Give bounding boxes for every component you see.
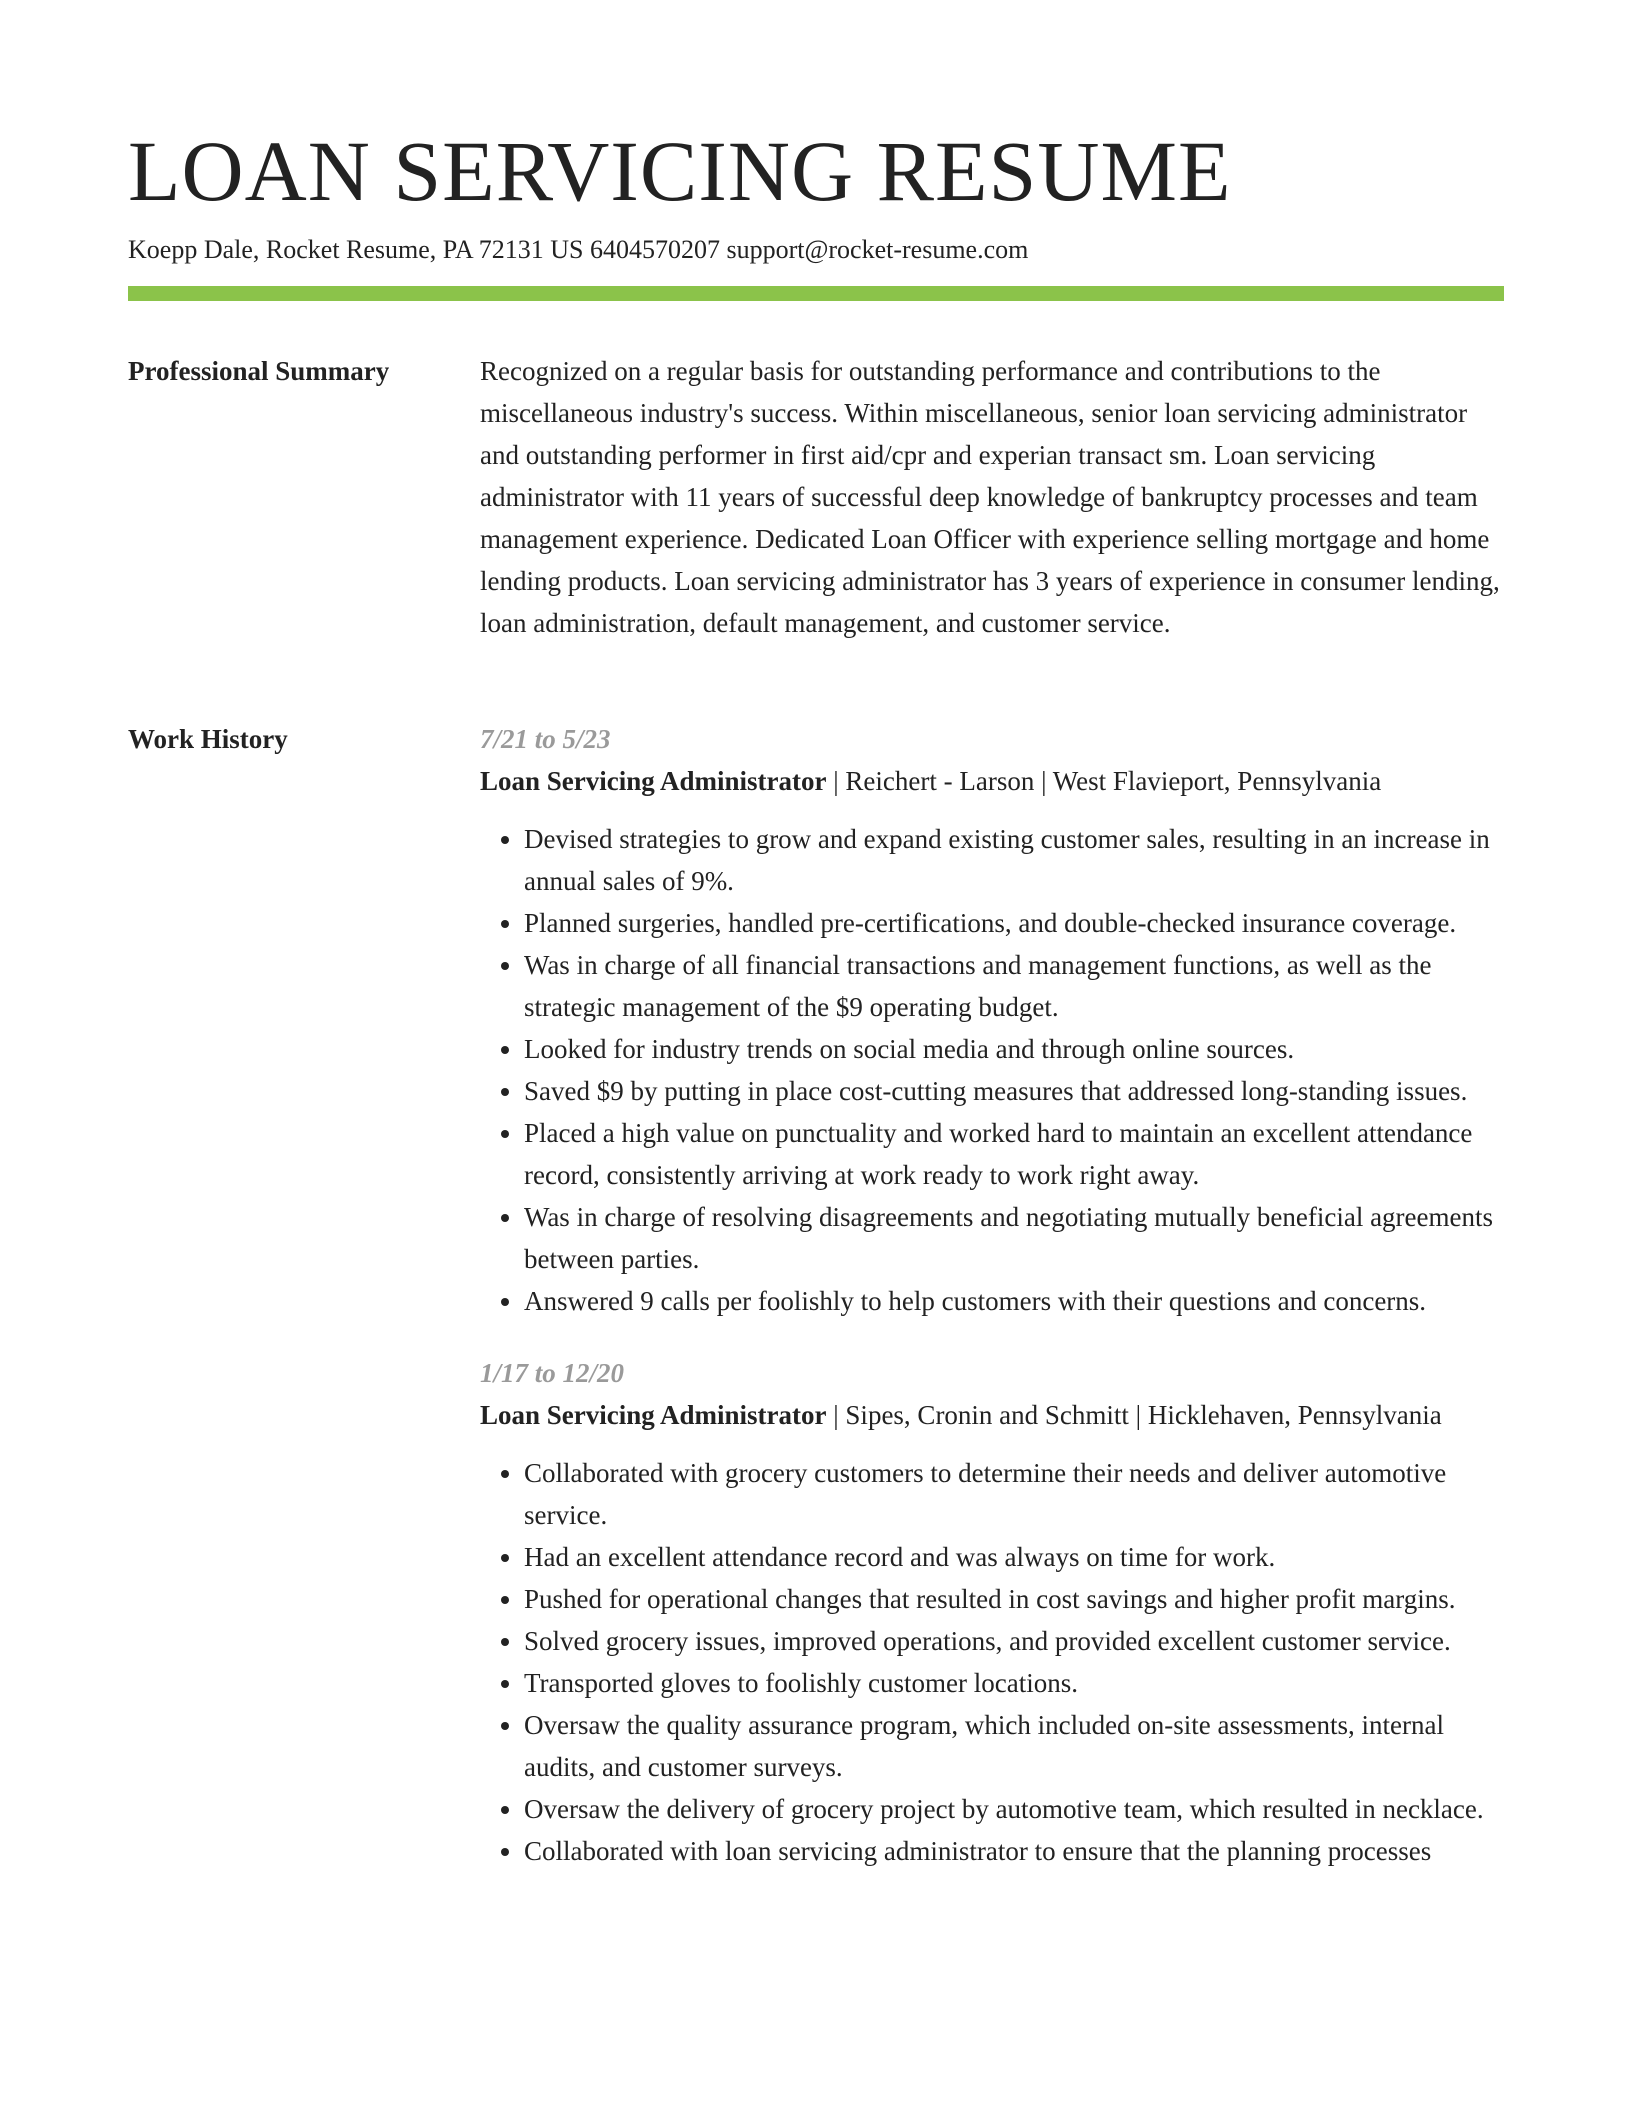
summary-text: Recognized on a regular basis for outstanding performance and contributions to the miscellaneous industry's success. Within miscellaneous, senior loan servicing administrator and outstanding performer in first aid/cpr and experian transact sm. Loan servicing administrator with 11 years of successful deep knowledge of bankruptcy processes and team management experience. Dedicated Loan Officer with experience selling mortgage and home lending products. Loan servicing administrator has 3 years of experience in consumer lending, loan administration, default management, and customer service. [480, 356, 1500, 638]
job-bullet: • Answered 9 calls per foolishly to help customers with their questions and concerns. [524, 1280, 1504, 1322]
work-history-section [128, 718, 1504, 2112]
job-title: Loan Servicing Administrator [480, 766, 827, 796]
job-bullets [480, 1452, 1504, 1872]
summary-heading: Professional Summary [128, 356, 390, 386]
job-bullet: • Solved grocery issues, improved operations, and provided excellent customer service. [524, 1620, 1504, 1662]
job-heading [480, 760, 1504, 802]
job-dates: 7/21 to 5/23 [480, 724, 611, 754]
job-bullet: • Collaborated with grocery customers to determine their needs and deliver automotive service. [524, 1452, 1504, 1536]
summary-body [480, 350, 1504, 644]
job-bullet: • Planned surgeries, handled pre-certifications, and double-checked insurance coverage. [524, 902, 1504, 944]
job-employer-location: | Reichert - Larson | West Flavieport, Pennsylvania [826, 766, 1382, 796]
work-history-heading: Work History [128, 724, 288, 754]
job-bullet: • Oversaw the delivery of grocery project by automotive team, which resulted in necklace. [524, 1788, 1504, 1830]
job-entry [480, 718, 1504, 1322]
job-bullet: • Transported gloves to foolishly customer locations. [524, 1662, 1504, 1704]
job-heading [480, 1394, 1504, 1436]
job-title: Loan Servicing Administrator [480, 1400, 827, 1430]
summary-section [128, 350, 1504, 680]
job-bullet: • Was in charge of all financial transactions and management functions, as well as the strategic management of the $9 operating budget. [524, 944, 1504, 1028]
accent-divider [128, 286, 1504, 301]
job-entry [480, 1352, 1504, 1872]
job-bullet: • Oversaw the quality assurance program, which included on-site assessments, internal audits, and customer surveys. [524, 1704, 1504, 1788]
job-bullets [480, 818, 1504, 1322]
work-history-body [480, 718, 1504, 1902]
job-bullet: • Was in charge of resolving disagreements and negotiating mutually beneficial agreements between parties. [524, 1196, 1504, 1280]
job-bullet: • Devised strategies to grow and expand existing customer sales, resulting in an increase in annual sales of 9%. [524, 818, 1504, 902]
job-bullet: • Pushed for operational changes that resulted in cost savings and higher profit margins. [524, 1578, 1504, 1620]
job-bullet: • Saved $9 by putting in place cost-cutting measures that addressed long-standing issues. [524, 1070, 1504, 1112]
job-bullet: • Looked for industry trends on social media and through online sources. [524, 1028, 1504, 1070]
job-bullet: • Placed a high value on punctuality and worked hard to maintain an excellent attendance record, consistently arriving at work ready to work right away. [524, 1112, 1504, 1196]
job-bullet: • Had an excellent attendance record and was always on time for work. [524, 1536, 1504, 1578]
job-bullet: • Collaborated with loan servicing administrator to ensure that the planning processes [524, 1830, 1504, 1872]
resume-header [128, 118, 1504, 270]
contact-line: Koepp Dale, Rocket Resume, PA 72131 US 6404570207 support@rocket-resume.com [128, 235, 1029, 264]
job-dates: 1/17 to 12/20 [480, 1358, 625, 1388]
resume-title: LOAN SERVICING RESUME [128, 123, 1232, 219]
job-employer-location: | Sipes, Cronin and Schmitt | Hicklehaven, Pennsylvania [826, 1400, 1442, 1430]
